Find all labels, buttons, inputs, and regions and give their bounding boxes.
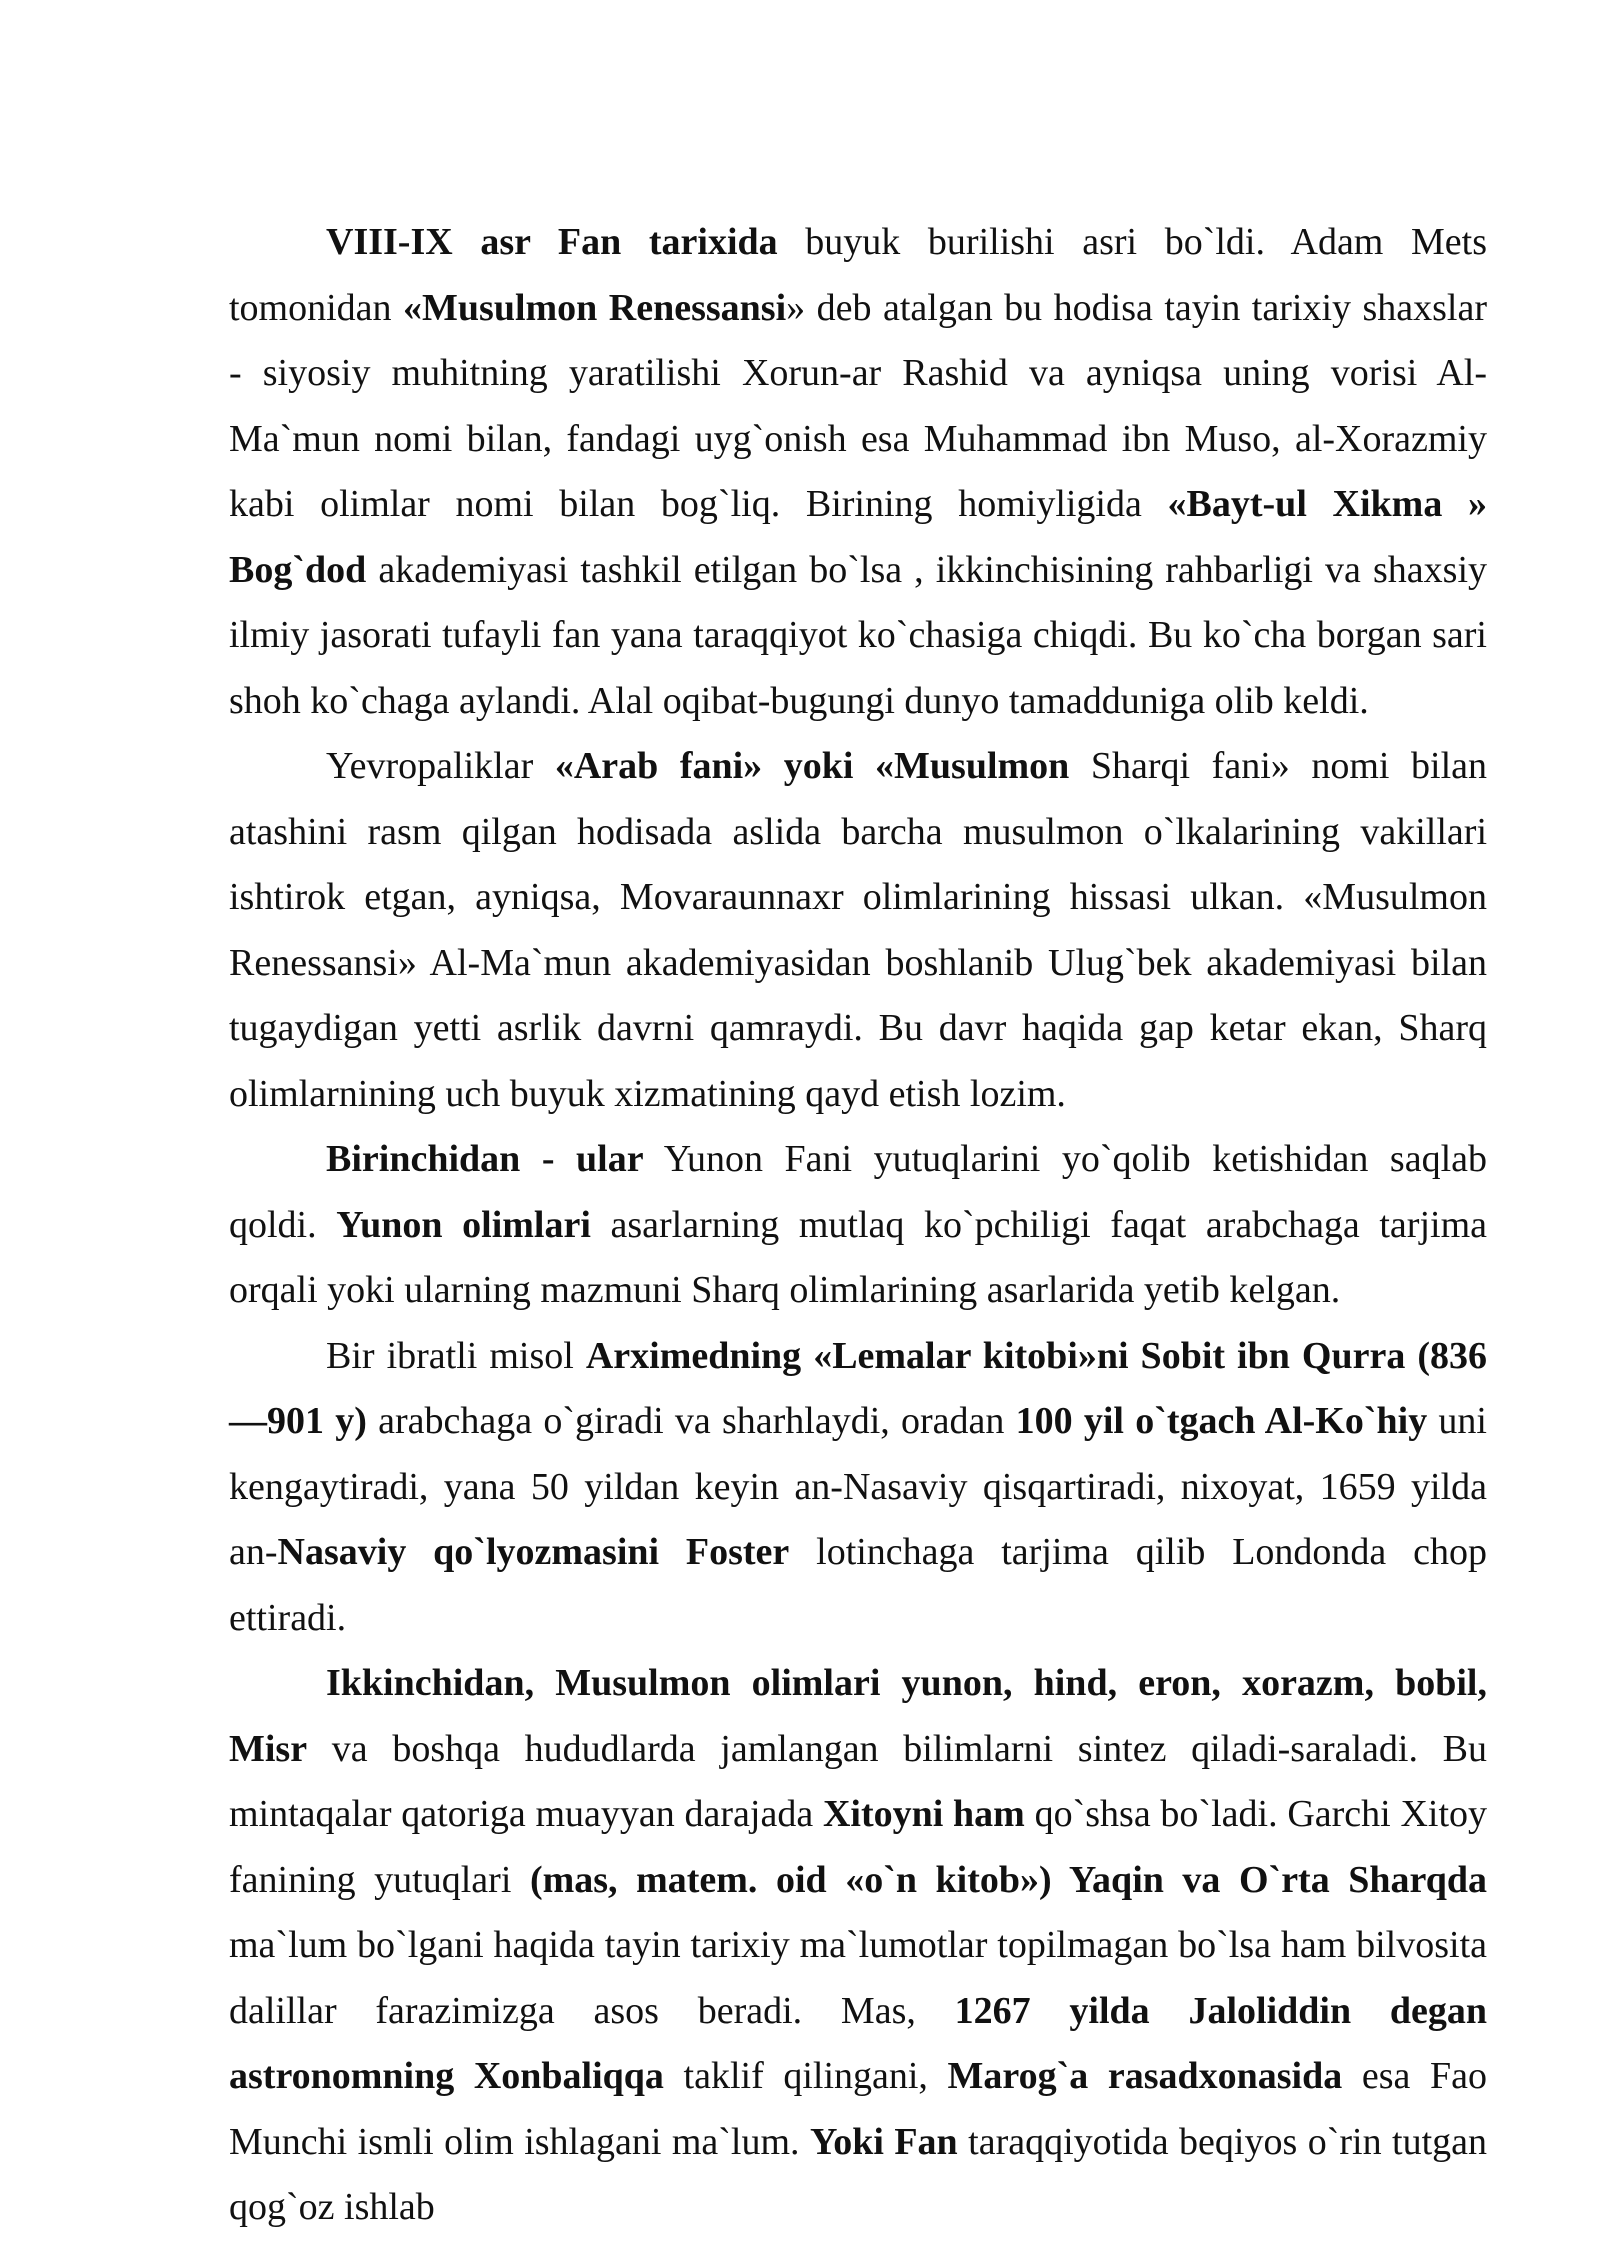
text-run: va boshqa hududlarda jamlangan bilimlarni sintez qiladi-saraladi. Bu mintaqalar qatoriga muayyan darajada [229,1727,1487,1835]
text-run: Marog`a rasadxonasida [947,2055,1343,2097]
text-run: «Musulmon Renessansi [403,286,787,329]
text-run: Yunon Fani yutuqlarini yo`qolib ketishidan saqlab qoldi. [229,1138,1488,1246]
document-page [229,210,1487,2241]
text-run: (mas, matem. oid «o`n kitob») Yaqin va O`rta Sharqda [529,1858,1487,1901]
text-run: Yevropaliklar [326,745,555,787]
text-run: 100 yil o`tgach Al-Ko`hiy [1015,1400,1428,1442]
text-run: ma`lum bo`lgani haqida tayin tarixiy ma`lumotlar topilmagan bo`lsa ham bilvosita dalillar farazimizga asos beradi. Mas, [229,1924,1487,2032]
text-run: Bog`dod [229,548,367,591]
paragraph-1 [229,210,1487,734]
text-run: esa Fao Munchi ismli olim ishlagani ma`lum. [229,2055,1487,2163]
paragraph-2 [229,734,1487,1127]
text-run: Yoki Fan [809,2120,958,2163]
paragraph-4 [229,1324,1487,1652]
text-run: arabchaga o`giradi va sharhlaydi, oradan [366,1400,1016,1442]
paragraph-3 [229,1127,1487,1324]
text-run: qo`shsa bo`ladi. Garchi Xitoy fanining yutuqlari [229,1793,1488,1901]
text-run: Bir ibratli misol [326,1334,586,1377]
text-run: Birinchidan - ular [326,1138,644,1180]
text-run: Sharqi fani» nomi bilan atashini rasm qilgan hodisada aslida barcha musulmon o`lkalarining vakillari ishtirok etgan, ayniqsa, Movaraunnaxr olimlarining hissasi ulkan. «Musulmon Renessansi» Al-Ma`mun akademiyasidan boshlanib Ulug`bek akademiyasi bilan tugaydigan yetti asrlik davrni qamraydi. Bu davr haqida gap ketar ekan, Sharq olimlarnining uch buyuk xizmatining qayd etish lozim. [229,745,1488,1115]
text-run: Yunon olimlari [336,1203,591,1246]
text-run: 1267 yilda Jaloliddin degan astronomning Xonbaliqqa [229,1989,1488,2097]
text-run: uni kengaytiradi, yana 50 yildan keyin an-Nasaviy qisqartiradi, nixoyat, 1659 yilda an- [229,1400,1487,1573]
text-run: taklif qilingani, [663,2055,948,2097]
text-run: lotinchaga tarjima qilib Londonda chop ettiradi. [229,1531,1487,1639]
paragraph-5 [229,1651,1487,2241]
text-run: akademiyasi tashkil etilgan bo`lsa , ikkinchisining rahbarligi va shaxsiy ilmiy jasorati tufayli fan yana taraqqiyot ko`chasiga chiqdi. Bu ko`cha borgan sari shoh ko`chaga aylandi. Alal oqibat-bugungi dunyo tamadduniga olib keldi. [229,548,1487,722]
text-run: buyuk burilishi asri bo`ldi. Adam Mets tomonidan [229,221,1487,329]
text-run: Ikkinchidan, Musulmon olimlari yunon, hind, eron, xorazm, bobil, Misr [229,1662,1487,1770]
text-run: VIII-IX asr Fan tarixida [326,221,778,263]
text-run: asarlarning mutlaq ko`pchiligi faqat arabchaga tarjima orqali yoki ularning mazmuni Sharq olimlarining asarlarida yetib kelgan. [229,1203,1487,1311]
text-run: Xitoyni ham [822,1793,1025,1835]
text-run: Arximedning «Lemalar kitobi»ni Sobit ibn Qurra (836 —901 y) [229,1334,1487,1442]
text-run: taraqqiyotida beqiyos o`rin tutgan qog`oz ishlab [229,2120,1487,2228]
text-run: Nasaviy qo`lyozmasini Foster [277,1531,790,1573]
text-run: «Bayt-ul Xikma » [1167,483,1487,525]
text-run: » deb atalgan bu hodisa tayin tarixiy shaxslar - siyosiy muhitning yaratilishi Xorun-ar Rashid va ayniqsa uning vorisi Al-Ma`mun nomi bilan, fandagi uyg`onish esa Muhammad ibn Muso, al-Xorazmiy kabi olimlar nomi bilan bog`liq. Birining homiyligida [229,286,1487,525]
text-run: «Arab fani» yoki «Musulmon [554,745,1070,787]
